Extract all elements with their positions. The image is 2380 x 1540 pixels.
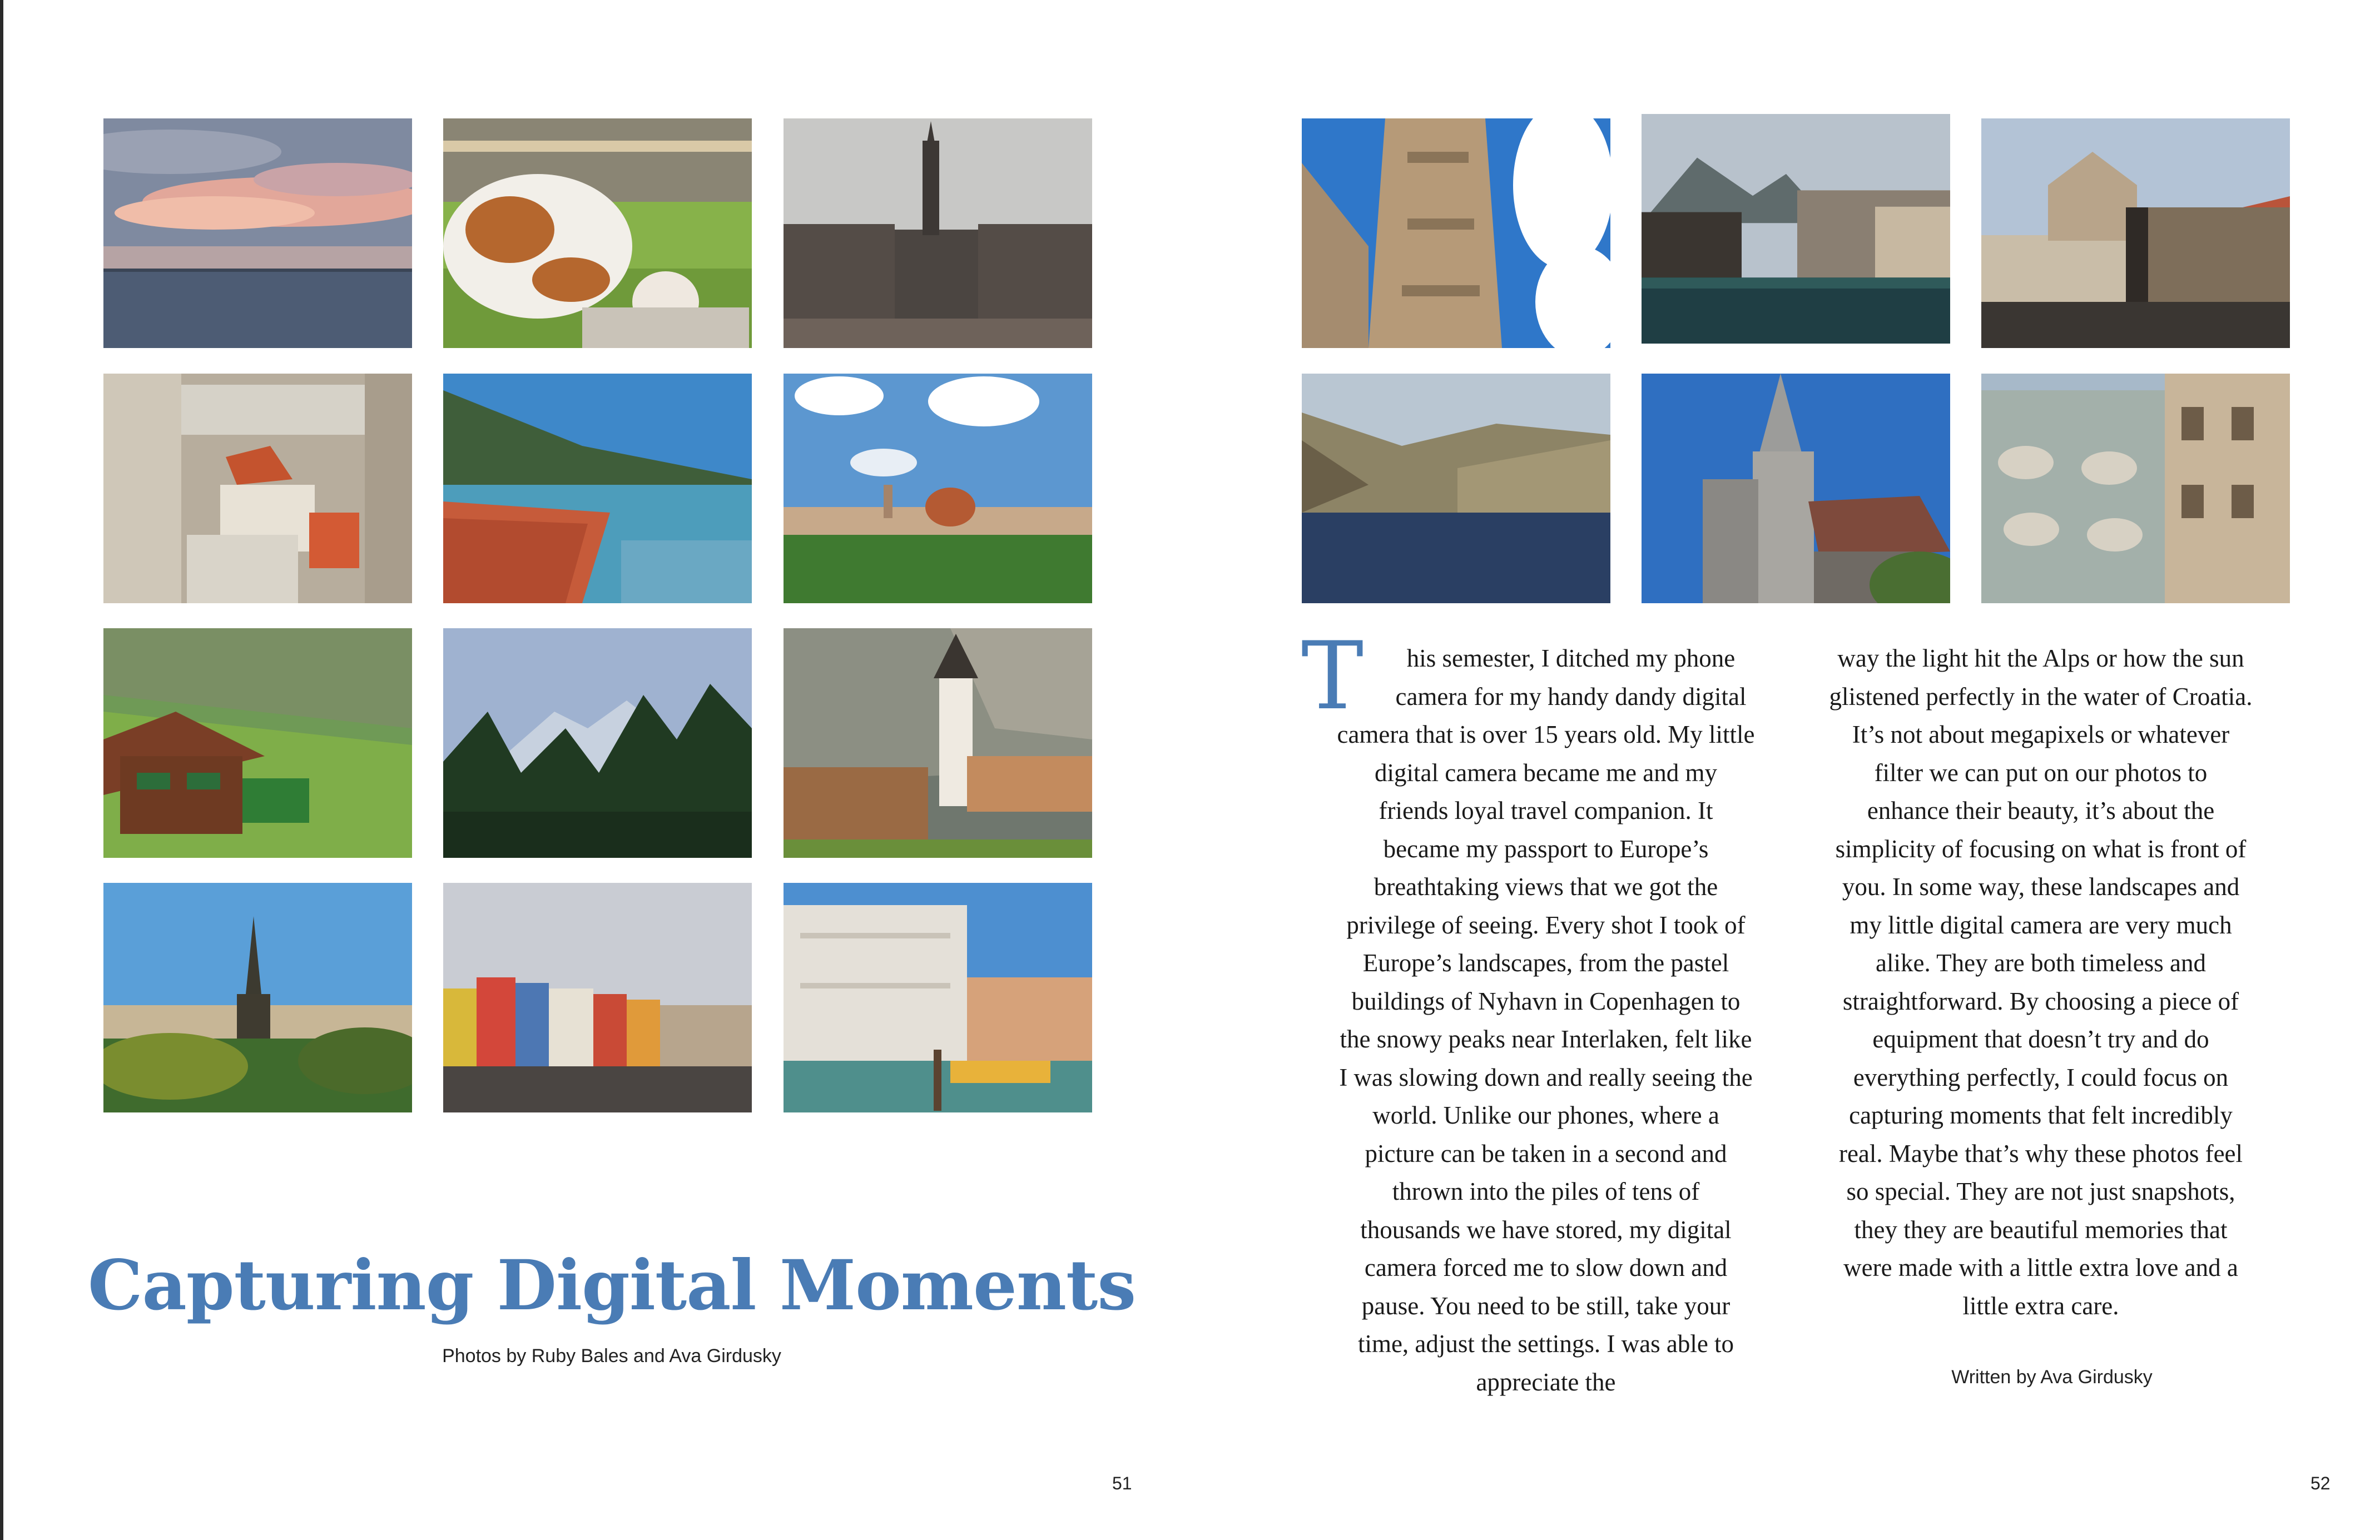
text-line: appreciate the <box>1476 1368 1616 1396</box>
text-line: straightforward. By choosing a piece of <box>1842 987 2239 1015</box>
text-line: little extra care. <box>1962 1291 2119 1320</box>
photo-rooftops <box>103 374 412 603</box>
text-line: capturing moments that felt incredibly <box>1849 1101 2233 1129</box>
drop-cap: T <box>1301 622 1364 731</box>
photo-forest-mountains <box>443 628 752 858</box>
text-line: camera that is over 15 years old. My little <box>1337 721 1755 748</box>
text-line: real. Maybe that’s why these photos feel <box>1838 1139 2243 1168</box>
photo-nyhavn <box>443 883 752 1112</box>
photo-bell-tower <box>1302 118 1610 348</box>
text-line: digital camera became me and my <box>1375 758 1717 787</box>
photo-croatia-bay <box>1302 374 1610 603</box>
photo-fountain-courtyard <box>1981 118 2290 348</box>
page-edge <box>0 0 3 1540</box>
text-line: pause. You need to be still, take your <box>1361 1291 1731 1320</box>
article-column-1 <box>1301 639 1791 1401</box>
page-number-right: 52 <box>2310 1473 2331 1493</box>
text-line: alike. They are both timeless and <box>1876 949 2206 977</box>
text-line: his semester, I ditched my phone <box>1406 644 1736 672</box>
photo-florence <box>784 374 1092 603</box>
photo-sunset-sea <box>103 118 412 348</box>
text-line: thousands we have stored, my digital <box>1360 1215 1732 1244</box>
text-line: buildings of Nyhavn in Copenhagen to <box>1351 987 1741 1015</box>
text-line: glistened perfectly in the water of Croatia. <box>1829 682 2253 711</box>
text-line: privilege of seeing. Every shot I took of <box>1346 911 1746 939</box>
photo-interlaken-river <box>1642 114 1950 344</box>
text-line: picture can be taken in a second and <box>1365 1139 1727 1168</box>
page-number-left: 51 <box>1112 1473 1132 1493</box>
text-line: were made with a little extra love and a <box>1843 1254 2238 1281</box>
photo-church-steeple <box>784 628 1092 858</box>
text-line: Europe’s landscapes, from the pastel <box>1362 949 1729 977</box>
text-line: so special. They are not just snapshots, <box>1846 1178 2235 1205</box>
text-line: filter we can put on our photos to <box>1874 758 2208 787</box>
text-line: I was slowing down and really seeing the <box>1339 1063 1753 1091</box>
text-line: the snowy peaks near Interlaken, felt like <box>1340 1025 1752 1053</box>
text-line: camera for my handy dandy digital <box>1395 682 1747 711</box>
photo-palace <box>784 118 1092 348</box>
text-line: camera forced me to slow down and <box>1364 1254 1728 1281</box>
text-line: thrown into the piles of tens of <box>1392 1178 1700 1205</box>
text-line: became my passport to Europe’s <box>1383 834 1709 863</box>
photo-casa-batllo <box>1981 374 2290 603</box>
article-column-2 <box>1796 639 2285 1325</box>
photo-gothic-church <box>1642 374 1950 603</box>
text-line: way the light hit the Alps or how the sun <box>1837 644 2244 672</box>
text-line: they they are beautiful memories that <box>1854 1215 2228 1244</box>
photo-beach-umbrellas <box>443 374 752 603</box>
text-line: everything perfectly, I could focus on <box>1853 1063 2229 1091</box>
photo-venice-palazzo <box>784 883 1092 1112</box>
text-line: equipment that doesn’t try and do <box>1872 1025 2209 1053</box>
text-line: enhance their beauty, it’s about the <box>1867 797 2215 824</box>
text-line: time, adjust the settings. I was able to <box>1357 1330 1734 1358</box>
article-title: Capturing Digital Moments <box>87 1245 1136 1326</box>
byline: Written by Ava Girdusky <box>1951 1367 2153 1388</box>
photo-credit: Photos by Ruby Bales and Ava Girdusky <box>442 1345 781 1367</box>
text-line: world. Unlike our phones, where a <box>1372 1101 1719 1129</box>
text-line: It’s not about megapixels or whatever <box>1852 721 2230 748</box>
text-line: you. In some way, these landscapes and <box>1842 873 2240 901</box>
text-line: breathtaking views that we got the <box>1374 873 1718 901</box>
text-line: my little digital camera are very much <box>1850 911 2232 939</box>
photo-cow <box>443 118 752 348</box>
article-body <box>1301 622 2302 1418</box>
text-line: friends loyal travel companion. It <box>1379 797 1713 824</box>
text-line: simplicity of focusing on what is front of <box>1835 834 2247 863</box>
photo-edinburgh <box>103 883 412 1112</box>
photo-chalet <box>103 628 412 858</box>
